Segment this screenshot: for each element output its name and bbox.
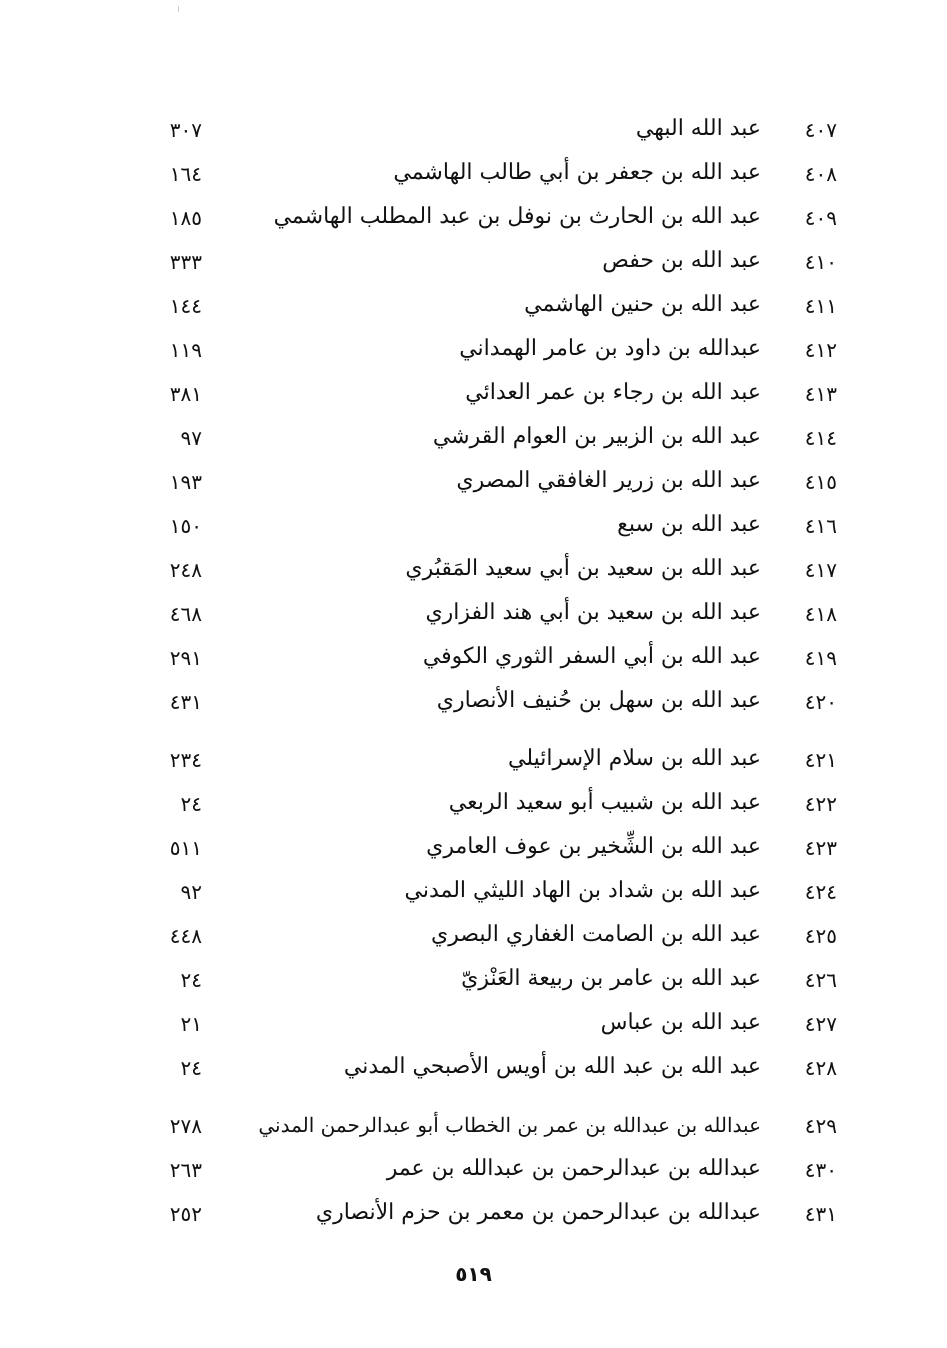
index-entry xyxy=(0,1002,947,1046)
entry-name: عبد الله بن عامر بن ربيعة العَنْزيّ xyxy=(461,966,761,991)
entry-name: عبد الله بن سهل بن حُنيف الأنصاري xyxy=(436,688,761,713)
entry-page-number: ٩٢ xyxy=(180,880,202,904)
index-entry xyxy=(0,284,947,328)
entry-number: ٤١٤ xyxy=(804,426,837,450)
entry-page-number: ٢٣٤ xyxy=(169,748,202,772)
entry-number: ٤١٣ xyxy=(804,382,837,406)
entry-name: عبد الله البهي xyxy=(635,116,761,141)
entry-page-number: ٢٤ xyxy=(180,968,202,992)
entry-page-number: ٢٩١ xyxy=(169,646,202,670)
entry-name: عبد الله بن عبد الله بن أويس الأصبحي المدني xyxy=(343,1054,761,1079)
entry-number: ٤٢٥ xyxy=(804,924,837,948)
entry-number: ٤٢٤ xyxy=(804,880,837,904)
entry-name: عبد الله بن عباس xyxy=(600,1010,761,1035)
entry-page-number: ٢٤٨ xyxy=(169,558,202,582)
entry-page-number: ٣٣٣ xyxy=(169,250,202,274)
page-folio: ٥١٩ xyxy=(455,1262,492,1286)
entry-number: ٤١٨ xyxy=(804,602,837,626)
entry-page-number: ٣٨١ xyxy=(169,382,202,406)
index-entry xyxy=(0,460,947,504)
entry-name: عبد الله بن رجاء بن عمر العدائي xyxy=(465,380,761,405)
entry-page-number: ٥١١ xyxy=(169,836,202,860)
index-entry xyxy=(0,152,947,196)
entry-number: ٤٠٩ xyxy=(804,206,837,230)
entry-number: ٤١٩ xyxy=(804,646,837,670)
index-entry xyxy=(0,548,947,592)
entry-number: ٤٣٠ xyxy=(804,1158,837,1182)
entry-page-number: ٩٧ xyxy=(180,426,202,450)
entry-name: عبد الله بن سعيد بن أبي سعيد المَقبُري xyxy=(405,556,761,581)
entry-number: ٤١١ xyxy=(804,294,837,318)
entry-number: ٤١٢ xyxy=(804,338,837,362)
index-entry xyxy=(0,826,947,870)
index-entry xyxy=(0,1104,947,1148)
index-entry xyxy=(0,372,947,416)
index-entry xyxy=(0,108,947,152)
entry-page-number: ٤٤٨ xyxy=(169,924,202,948)
entry-number: ٤٠٨ xyxy=(804,162,837,186)
entry-number: ٤١٧ xyxy=(804,558,837,582)
index-entry xyxy=(0,196,947,240)
entry-name: عبد الله بن زرير الغافقي المصري xyxy=(456,468,761,493)
entry-name: عبد الله بن جعفر بن أبي طالب الهاشمي xyxy=(393,160,761,185)
scan-mark xyxy=(178,6,179,12)
entry-number: ٤٢٠ xyxy=(804,690,837,714)
entry-page-number: ٢٤ xyxy=(180,1056,202,1080)
entry-name: عبد الله بن الحارث بن نوفل بن عبد المطلب الهاشمي xyxy=(273,204,761,229)
entry-number: ٤٢٩ xyxy=(804,1114,837,1138)
index-entry xyxy=(0,914,947,958)
entry-page-number: ٤٦٨ xyxy=(169,602,202,626)
entry-page-number: ٢٥٢ xyxy=(169,1202,202,1226)
entry-name: عبد الله بن الشِّخير بن عوف العامري xyxy=(426,834,761,859)
index-entry xyxy=(0,1046,947,1090)
index-entry xyxy=(0,738,947,782)
entry-page-number: ٣٠٧ xyxy=(169,118,202,142)
entry-number: ٤٢٢ xyxy=(804,792,837,816)
entry-name: عبد الله بن شداد بن الهاد الليثي المدني xyxy=(404,878,761,903)
entry-number: ٤٢٨ xyxy=(804,1056,837,1080)
index-entry xyxy=(0,240,947,284)
entry-page-number: ١٥٠ xyxy=(169,514,202,538)
index-entry xyxy=(0,680,947,724)
entry-number: ٤٢٧ xyxy=(804,1012,837,1036)
index-entry xyxy=(0,328,947,372)
entry-name: عبدالله بن عبدالرحمن بن عبدالله بن عمر xyxy=(386,1156,761,1181)
entry-name: عبد الله بن سعيد بن أبي هند الفزاري xyxy=(425,600,761,625)
entry-number: ٤٢٣ xyxy=(804,836,837,860)
entry-page-number: ١٦٤ xyxy=(169,162,202,186)
entry-page-number: ٢١ xyxy=(180,1012,202,1036)
entry-page-number: ١١٩ xyxy=(169,338,202,362)
entry-page-number: ٢٦٣ xyxy=(169,1158,202,1182)
index-entry xyxy=(0,636,947,680)
index-entry xyxy=(0,1148,947,1192)
entry-name: عبد الله بن حنين الهاشمي xyxy=(524,292,761,317)
entry-name: عبدالله بن عبدالله بن عمر بن الخطاب أبو عبدالرحمن المدني xyxy=(258,1113,761,1137)
index-entry xyxy=(0,958,947,1002)
entry-page-number: ١٩٣ xyxy=(169,470,202,494)
entry-page-number: ١٤٤ xyxy=(169,294,202,318)
entry-number: ٤١٥ xyxy=(804,470,837,494)
entry-number: ٤١٦ xyxy=(804,514,837,538)
entry-number: ٤٢٦ xyxy=(804,968,837,992)
entry-page-number: ٤٣١ xyxy=(169,690,202,714)
entry-name: عبد الله بن سلام الإسرائيلي xyxy=(508,746,761,771)
index-entry xyxy=(0,870,947,914)
entry-name: عبد الله بن الزبير بن العوام القرشي xyxy=(432,424,761,449)
index-entry xyxy=(0,1192,947,1236)
entry-name: عبد الله بن حفص xyxy=(602,248,761,273)
entry-page-number: ١٨٥ xyxy=(169,206,202,230)
index-entry xyxy=(0,782,947,826)
index-entry xyxy=(0,504,947,548)
entry-name: عبدالله بن داود بن عامر الهمداني xyxy=(459,336,761,361)
entry-number: ٤٢١ xyxy=(804,748,837,772)
entry-name: عبد الله بن سبع xyxy=(617,512,761,537)
entry-number: ٤٣١ xyxy=(804,1202,837,1226)
entry-number: ٤٠٧ xyxy=(804,118,837,142)
entry-name: عبد الله بن الصامت الغفاري البصري xyxy=(430,922,761,947)
entry-name: عبد الله بن شبيب أبو سعيد الربعي xyxy=(448,790,761,815)
index-list xyxy=(0,108,947,1236)
index-entry xyxy=(0,416,947,460)
entry-page-number: ٢٤ xyxy=(180,792,202,816)
index-entry xyxy=(0,592,947,636)
entry-page-number: ٢٧٨ xyxy=(169,1114,202,1138)
entry-name: عبدالله بن عبدالرحمن بن معمر بن حزم الأنصاري xyxy=(315,1200,761,1225)
entry-number: ٤١٠ xyxy=(804,250,837,274)
entry-name: عبد الله بن أبي السفر الثوري الكوفي xyxy=(422,644,761,669)
